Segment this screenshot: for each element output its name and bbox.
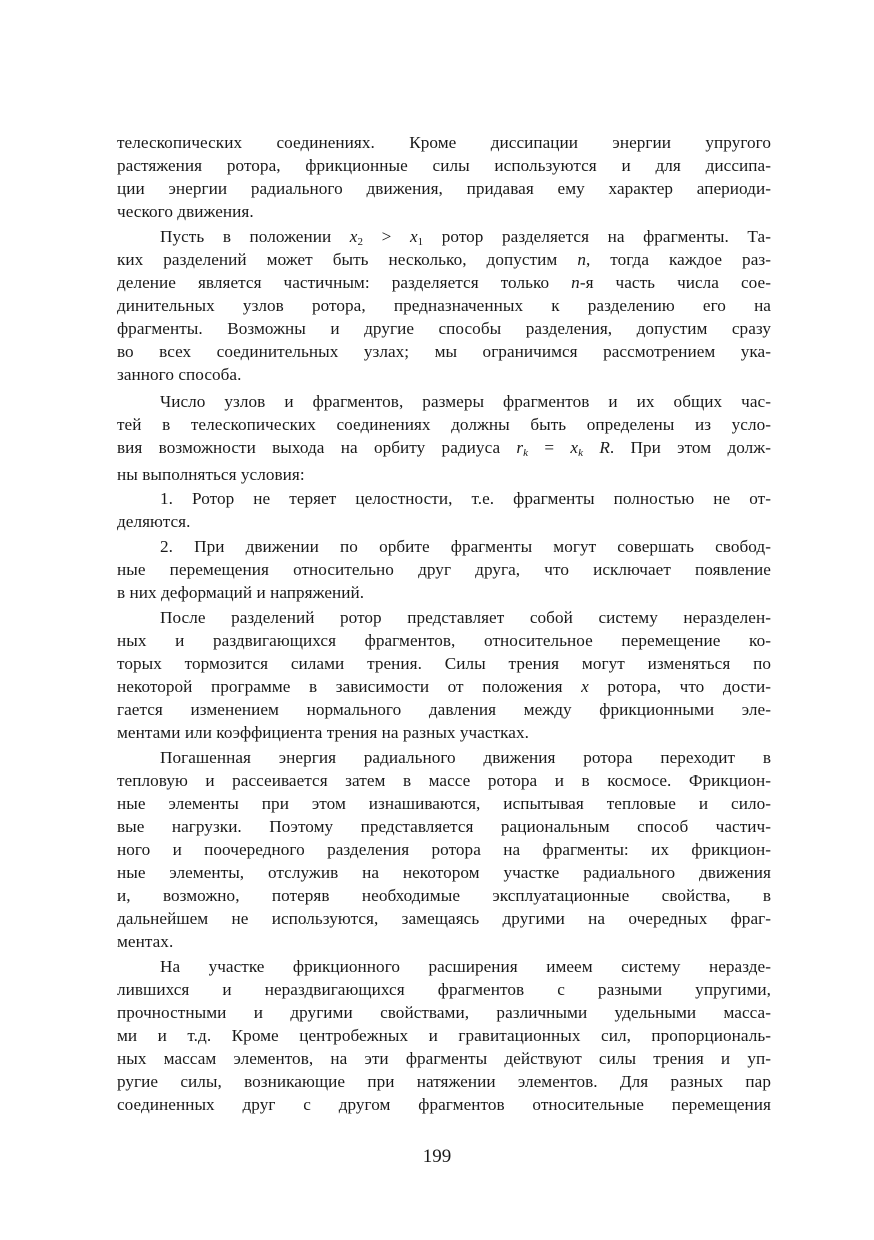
text-line: тей в телескопических соединениях должны быть определены из усло-: [117, 415, 771, 434]
text-span: ких разделений может быть несколько, допустим: [117, 250, 578, 269]
text-line: занного способа.: [117, 365, 242, 384]
text-line: фрагменты. Возможны и другие способы разделения, допустим сразу: [117, 319, 771, 338]
text-line: ных и раздвигающихся фрагментов, относительное перемещение ко-: [117, 631, 771, 650]
text-line: лившихся и нераздвигающихся фрагментов с разными упругими,: [117, 980, 771, 999]
math-variable: x: [581, 677, 589, 696]
text-line: торых тормозится силами трения. Силы трения могут изменяться по: [117, 654, 771, 673]
math-variable: n: [577, 250, 586, 269]
text-span: . При этом долж-: [609, 438, 771, 457]
text-line: Число узлов и фрагментов, размеры фрагментов и их общих час-: [160, 392, 771, 411]
text-line: ные элементы при этом изнашиваются, испытывая тепловые и сило-: [117, 794, 771, 813]
text-line: вые нагрузки. Поэтому представляется рациональным способ частич-: [117, 817, 771, 836]
list-item-line: 1. Ротор не теряет целостности, т.е. фрагменты полностью не от-: [160, 489, 771, 508]
math-variable: R: [583, 438, 610, 457]
list-item-line: 2. При движении по орбите фрагменты могут совершать свобод-: [160, 537, 771, 556]
page-number: 199: [422, 1146, 452, 1167]
math-variable: x: [570, 438, 579, 457]
text-line: ческого движения.: [117, 202, 254, 221]
text-line: ции энергии радиального движения, придавая ему характер апериоди-: [117, 179, 771, 198]
text-line: дальнейшем не используются, замещаясь другими на очередных фраг-: [117, 909, 771, 928]
text-span: ротор разделяется на фрагменты. Та-: [423, 227, 771, 246]
text-line: На участке фрикционного расширения имеем систему неразде-: [160, 957, 771, 976]
math-subscript: 1: [417, 236, 424, 248]
list-item-line: деляются.: [117, 512, 191, 531]
text-line-math: [117, 272, 771, 294]
text-line: ные элементы, отслужив на некотором участке радиального движения: [117, 863, 771, 882]
math-operator: >: [363, 227, 410, 246]
math-subscript: k: [523, 447, 529, 459]
text-line: ных массам элементов, на эти фрагменты действуют силы трения и уп-: [117, 1049, 771, 1068]
math-variable: x: [409, 227, 418, 246]
text-line: во всех соединительных узлах; мы ограничимся рассмотрением ука-: [117, 342, 771, 361]
math-variable: r: [516, 438, 524, 457]
text-line-math: [117, 249, 771, 271]
text-line: ны выполняться условия:: [117, 465, 305, 484]
text-span: -я часть числа сое-: [579, 273, 771, 292]
text-line: динительных узлов ротора, предназначенных к разделению его на: [117, 296, 771, 315]
text-line: ментами или коэффициента трения на разных участках.: [117, 723, 529, 742]
text-line: растяжения ротора, фрикционные силы используются и для диссипа-: [117, 156, 771, 175]
text-line: и, возможно, потеряв необходимые эксплуатационные свойства, в: [117, 886, 771, 905]
text-line: Погашенная энергия радиального движения ротора переходит в: [160, 748, 771, 767]
math-subscript: 2: [357, 236, 364, 248]
math-subscript: k: [578, 447, 584, 459]
text-span: некоторой программе в зависимости от положения: [117, 677, 582, 696]
text-span: Пусть в положении: [160, 227, 350, 246]
text-line: ного и поочередного разделения ротора на фрагменты: их фрикцион-: [117, 840, 771, 859]
text-line: ментах.: [117, 932, 174, 951]
list-item-line: ные перемещения относительно друг друга, что исключает появление: [117, 560, 771, 579]
text-line: ругие силы, возникающие при натяжении элементов. Для разных пар: [117, 1072, 771, 1091]
text-span: ротора, что дости-: [588, 677, 771, 696]
list-item-line: в них деформаций и напряжений.: [117, 583, 365, 602]
text-span: вия возможности выхода на орбиту радиуса: [117, 438, 517, 457]
text-line-math: [117, 676, 771, 698]
text-span: деление является частичным: разделяется только: [117, 273, 572, 292]
text-line: тепловую и рассеивается затем в массе ротора и в космосе. Фрикцион-: [117, 771, 771, 790]
math-operator: =: [528, 438, 571, 457]
math-variable: x: [349, 227, 358, 246]
text-line: После разделений ротор представляет собой систему неразделен-: [160, 608, 771, 627]
math-variable: n: [571, 273, 580, 292]
text-line: соединенных друг с другом фрагментов относительные перемещения: [117, 1095, 771, 1114]
text-line: прочностными и другими свойствами, различными удельными масса-: [117, 1003, 771, 1022]
text-line-math: [117, 437, 771, 459]
text-line: ми и т.д. Кроме центробежных и гравитационных сил, пропорциональ-: [117, 1026, 771, 1045]
text-line: гается изменением нормального давления между фрикционными эле-: [117, 700, 771, 719]
text-line: телескопических соединениях. Кроме диссипации энергии упругого: [117, 133, 771, 152]
text-span: , тогда каждое раз-: [585, 250, 771, 269]
text-line-math: [160, 226, 771, 248]
